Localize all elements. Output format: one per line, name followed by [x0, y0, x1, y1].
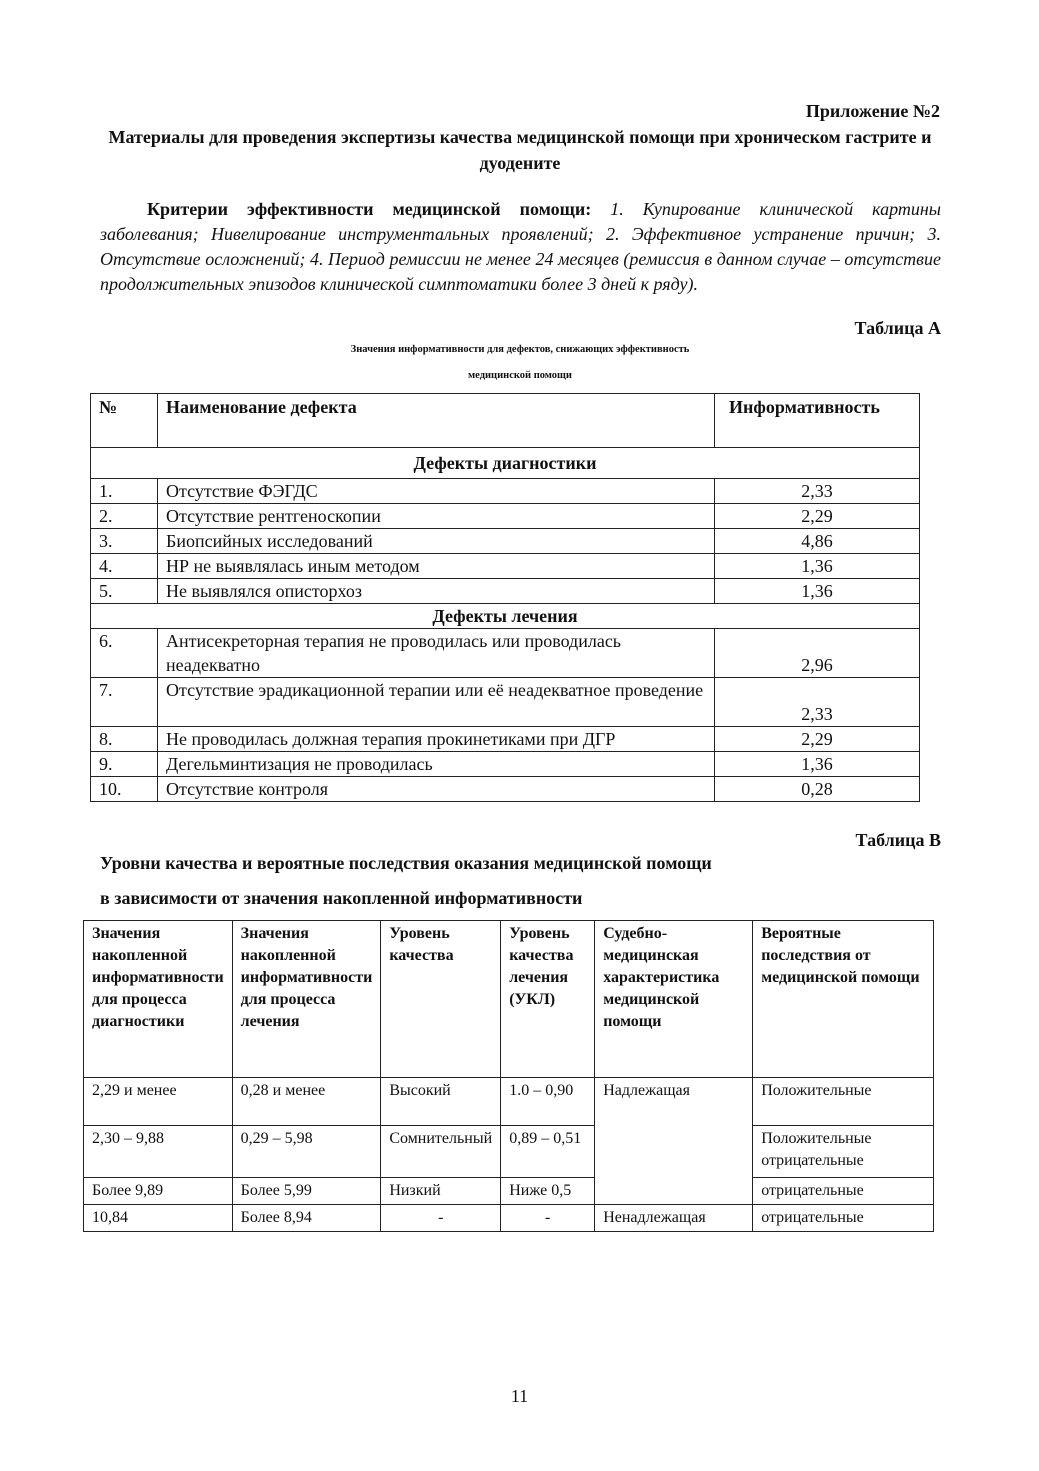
- section-treatment: Дефекты лечения: [91, 604, 920, 629]
- row-value: 2,29: [715, 504, 920, 529]
- cell-ukl: -: [501, 1205, 595, 1232]
- row-defect: Отсутствие рентгеноскопии: [158, 504, 715, 529]
- cell-outcome: Положительные отрицательные: [753, 1126, 934, 1178]
- cell-ukl: Ниже 0,5: [501, 1178, 595, 1205]
- table-row: [84, 1178, 934, 1205]
- row-value: 2,33: [715, 678, 920, 727]
- row-number: 5.: [91, 579, 158, 604]
- table-a-caption-2: медицинской помощи: [468, 370, 572, 381]
- table-row: [91, 554, 920, 579]
- cell-quality: -: [381, 1205, 501, 1232]
- row-number: 10.: [91, 777, 158, 802]
- section-row: [91, 604, 920, 629]
- table-a-label: Таблица А: [854, 318, 941, 338]
- row-defect: Не проводилась должная терапия прокинетиками при ДГР: [158, 727, 715, 752]
- table-row: [91, 529, 920, 554]
- cell-treatment: Более 8,94: [232, 1205, 381, 1232]
- cell-outcome: отрицательные: [753, 1178, 934, 1205]
- cell-quality: Сомнительный: [381, 1126, 501, 1178]
- cell-legal: Ненадлежащая: [595, 1205, 753, 1232]
- table-row: [84, 1205, 934, 1232]
- row-value: 2,33: [715, 479, 920, 504]
- section-row: [91, 448, 920, 479]
- table-header-row: [84, 921, 934, 1078]
- cell-diagnostics: 2,30 – 9,88: [84, 1126, 233, 1178]
- cell-outcome: Положительные: [753, 1078, 934, 1126]
- row-defect: Отсутствие эрадикационной терапии или её неадекватное проведение: [158, 678, 715, 727]
- table-row: [91, 504, 920, 529]
- row-value: 1,36: [715, 752, 920, 777]
- table-row: [91, 678, 920, 727]
- document-title: Материалы для проведения экспертизы качества медицинской помощи при хроническом гастрите и дуодените: [108, 127, 932, 173]
- cell-treatment: Более 5,99: [232, 1178, 381, 1205]
- cell-diagnostics: 2,29 и менее: [84, 1078, 233, 1126]
- row-defect: НР не выявлялась иным методом: [158, 554, 715, 579]
- row-value: 1,36: [715, 579, 920, 604]
- table-header-row: [91, 394, 920, 448]
- row-value: 2,96: [715, 629, 920, 678]
- table-row: [91, 579, 920, 604]
- criteria-text: 1. Купирование клинической картины заболевания; Нивелирование инструментальных проявлений; 2. Эффективное устранение причин; 3. Отсутствие осложнений; 4. Период ремиссии не менее 24 месяцев (ремиссия в данном случае – отсутствие продолжительных эпизодов клинической симптоматики более 3 дней к ряду).: [100, 199, 941, 294]
- cell-quality: Низкий: [381, 1178, 501, 1205]
- header-outcome: Вероятные последствия от медицинской помощи: [753, 921, 934, 1078]
- header-quality-level: Уровень качества: [381, 921, 501, 1078]
- row-defect: Не выявлялся описторхоз: [158, 579, 715, 604]
- table-b-label: Таблица В: [855, 830, 941, 850]
- table-row: [91, 752, 920, 777]
- cell-legal: Надлежащая: [595, 1078, 753, 1205]
- cell-treatment: 0,28 и менее: [232, 1078, 381, 1126]
- table-a-caption-1: Значения информативности для дефектов, снижающих эффективность: [350, 344, 690, 355]
- header-ukl: Уровень качества лечения (УКЛ): [501, 921, 595, 1078]
- table-b-caption-1: Уровни качества и вероятные последствия оказания медицинской помощи: [100, 853, 712, 873]
- section-diagnostics: Дефекты диагностики: [91, 448, 920, 479]
- header-treatment-value: Значения накопленной информативности для процесса лечения: [232, 921, 381, 1078]
- header-defect-name: Наименование дефекта: [158, 394, 715, 448]
- page-number: 11: [510, 1386, 529, 1406]
- table-row: [84, 1078, 934, 1126]
- appendix-label: Приложение №2: [805, 101, 940, 121]
- header-informativeness: Информативность: [715, 394, 920, 448]
- cell-quality: Высокий: [381, 1078, 501, 1126]
- row-value: 4,86: [715, 529, 920, 554]
- row-defect: Антисекреторная терапия не проводилась или проводилась неадекватно: [158, 629, 715, 678]
- row-defect: Отсутствие ФЭГДС: [158, 479, 715, 504]
- row-number: 1.: [91, 479, 158, 504]
- row-value: 0,28: [715, 777, 920, 802]
- table-row: [91, 479, 920, 504]
- table-row: [91, 629, 920, 678]
- cell-ukl: 1.0 – 0,90: [501, 1078, 595, 1126]
- row-defect: Биопсийных исследований: [158, 529, 715, 554]
- cell-ukl: 0,89 – 0,51: [501, 1126, 595, 1178]
- row-defect: Отсутствие контроля: [158, 777, 715, 802]
- cell-treatment: 0,29 – 5,98: [232, 1126, 381, 1178]
- row-number: 8.: [91, 727, 158, 752]
- defects-table: [90, 393, 920, 802]
- criteria-paragraph: [100, 197, 941, 297]
- criteria-lead: Критерии эффективности медицинской помощи:: [147, 199, 592, 219]
- row-number: 6.: [91, 629, 158, 678]
- row-number: 4.: [91, 554, 158, 579]
- table-row: [91, 727, 920, 752]
- row-number: 2.: [91, 504, 158, 529]
- row-value: 2,29: [715, 727, 920, 752]
- row-number: 7.: [91, 678, 158, 727]
- header-diagnostics-value: Значения накопленной информативности для процесса диагностики: [84, 921, 233, 1078]
- header-number: №: [91, 394, 158, 448]
- cell-diagnostics: Более 9,89: [84, 1178, 233, 1205]
- table-b-caption-2: в зависимости от значения накопленной информативности: [100, 888, 583, 908]
- header-legal-characteristic: Судебно-медицинская характеристика медицинской помощи: [595, 921, 753, 1078]
- row-number: 3.: [91, 529, 158, 554]
- row-value: 1,36: [715, 554, 920, 579]
- row-defect: Дегельминтизация не проводилась: [158, 752, 715, 777]
- table-row: [91, 777, 920, 802]
- row-number: 9.: [91, 752, 158, 777]
- quality-levels-table: [83, 920, 934, 1232]
- cell-diagnostics: 10,84: [84, 1205, 233, 1232]
- table-row: [84, 1126, 934, 1178]
- cell-outcome: отрицательные: [753, 1205, 934, 1232]
